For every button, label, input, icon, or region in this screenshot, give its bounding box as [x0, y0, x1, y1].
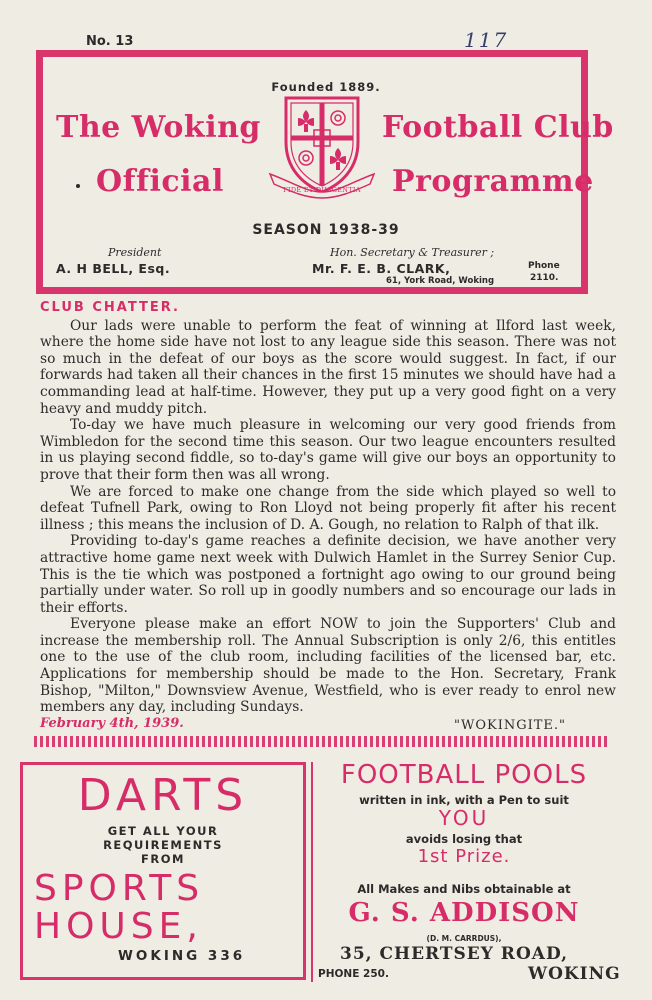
article-date: February 4th, 1939.	[40, 716, 184, 731]
addison-town: WOKING	[528, 964, 621, 984]
president-name: A. H BELL, Esq.	[56, 261, 171, 276]
chatter-paragraph: Our lads were unable to perform the feat of winning at Ilford last week, where the home side have not lost to any league side this season. There was not so much in the defeat of our boys as the score would suggest. In fact, if our forwards had taken all their chances in the first 15 minutes we should have had a commanding lead at half-time. However, they put up a very good fight on a very heavy and muddy pitch.	[40, 317, 616, 417]
handwritten-number: 117	[464, 28, 509, 52]
darts-town-phone: WOKING 336	[118, 948, 246, 964]
pools-title: FOOTBALL POOLS	[340, 760, 588, 790]
bullet-dot	[76, 184, 80, 188]
chatter-paragraph: Providing to-day's game reaches a definite decision, we have another very attractive home game next week with Dulwich Hamlet in the Surrey Senior Cup. This is the tie which was postponed a fortnight ago owing to our ground being partially under water. So roll up in goodly numbers and so encourage our lads in their efforts.	[40, 533, 616, 616]
chatter-paragraph: To-day we have much pleasure in welcoming our very good friends from Wimbledon for the second time this season. Our two league encounters resulted in us playing second fiddle, so to-day's game will give our boys an opportunity to prove that their form then was all wrong.	[40, 417, 616, 483]
addison-sub: (D. M. CARRDUS),	[426, 934, 502, 943]
darts-line-1: GET ALL YOUR	[107, 824, 219, 838]
darts-title: DARTS	[77, 770, 249, 821]
addison-address: 35, CHERTSEY ROAD,	[340, 944, 568, 964]
title-right-1: Football Club	[382, 110, 614, 145]
addison-name: G. S. ADDISON	[348, 898, 580, 928]
club-chatter-heading: CLUB CHATTER.	[40, 300, 180, 315]
pools-line-2: avoids losing that	[405, 832, 523, 846]
season-title: SEASON 1938-39	[252, 222, 400, 238]
crest-icon	[262, 92, 382, 200]
title-right-2: Programme	[392, 164, 594, 199]
phone-label: Phone	[528, 261, 560, 271]
house-text: HOUSE,	[34, 906, 203, 947]
ornamental-divider	[34, 736, 608, 747]
darts-line-3: FROM	[141, 852, 185, 866]
title-left-2: Official	[96, 164, 224, 199]
chatter-paragraph: Everyone please make an effort NOW to join the Supporters' Club and increase the membership roll. The Annual Subscription is only 2/6, this entitles one to the use of the club room, including facilities of the licensed bar, etc. Applications for membership should be made to the Hon. Secretary, Frank Bishop, "Milton," Downsview Avenue, Westfield, who is ever ready to enrol new members any day, including Sundays.	[40, 616, 616, 716]
founded-text: Founded 1889.	[271, 80, 381, 94]
crest-motto: FIDE ET DILIGENTIA	[283, 186, 361, 194]
chatter-paragraph: We are forced to make one change from the side which played so well to defeat Tufnell Park, owing to Ron Lloyd not being properly fit after his recent illness ; this means the inclusion of D. A. Gough, no relation to Ralph of that ilk.	[40, 483, 616, 533]
addison-phone: PHONE 250.	[318, 968, 389, 980]
secretary-name: Mr. F. E. B. CLARK,	[312, 261, 451, 276]
sports-text: SPORTS	[34, 868, 205, 909]
pools-prize: 1st Prize.	[417, 846, 511, 867]
pools-line-1: written in ink, with a Pen to suit	[359, 793, 569, 807]
pools-advert-separator	[311, 762, 313, 982]
pools-you: YOU	[438, 806, 490, 830]
secretary-label: Hon. Secretary & Treasurer ;	[330, 246, 495, 259]
phone-number: 2110.	[530, 273, 559, 283]
secretary-address: 61, York Road, Woking	[386, 276, 495, 286]
club-chatter-article	[40, 300, 616, 716]
issue-number: No. 13	[86, 34, 134, 49]
president-label: President	[108, 246, 162, 259]
title-left-1: The Woking	[56, 110, 261, 145]
article-signature: "WOKINGITE."	[454, 718, 567, 733]
pools-makes: All Makes and Nibs obtainable at	[357, 882, 571, 896]
darts-line-2: REQUIREMENTS	[103, 838, 223, 852]
